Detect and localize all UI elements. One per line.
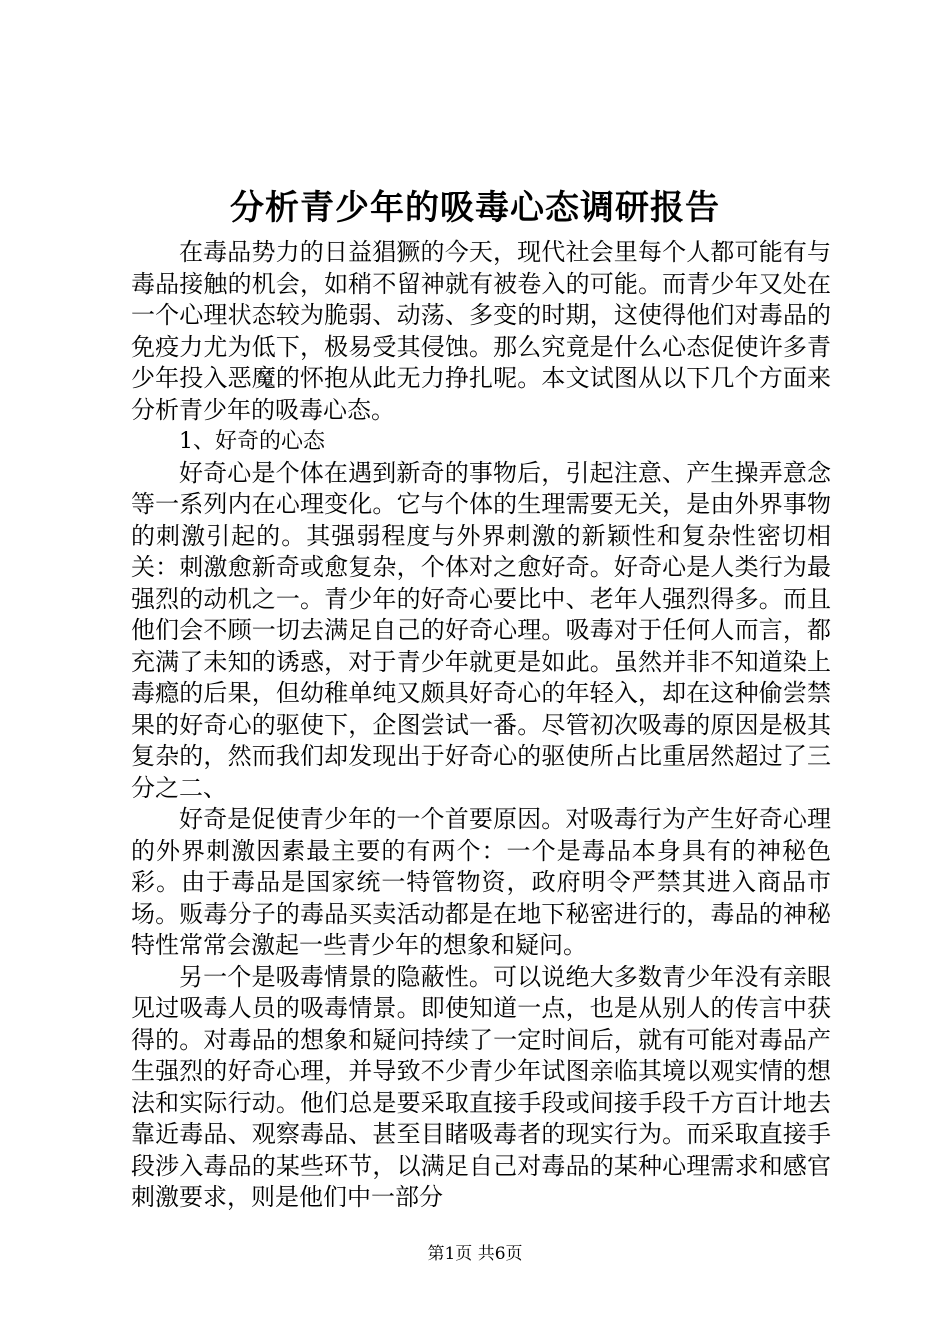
- paragraph-curiosity-factors: 好奇是促使青少年的一个首要原因。对吸毒行为产生好奇心理的外界刺激因素最主要的有两个：一个是毒品本身具有的神秘色彩。由于毒品是国家统一特管物资，政府明令严禁其进入商品市场。贩毒分子的毒品买卖活动都是在地下秘密进行的，毒品的神秘特性常常会激起一些青少年的想象和疑问。: [131, 805, 831, 959]
- paragraph-concealment: 另一个是吸毒情景的隐蔽性。可以说绝大多数青少年没有亲眼见过吸毒人员的吸毒情景。即使知道一点，也是从别人的传言中获得的。对毒品的想象和疑问持续了一定时间后，就有可能对毒品产生强烈的好奇心理，并导致不少青少年试图亲临其境以观实情的想法和实际行动。他们总是要采取直接手段或间接手段千方百计地去靠近毒品、观察毒品、甚至目睹吸毒者的现实行为。而采取直接手段涉入毒品的某些环节，以满足自己对毒品的某种心理需求和感官刺激要求，则是他们中一部分: [131, 962, 831, 1211]
- document-title: 分析青少年的吸毒心态调研报告: [230, 188, 720, 228]
- paragraph-intro: 在毒品势力的日益猖獗的今天，现代社会里每个人都可能有与毒品接触的机会，如稍不留神就有被卷入的可能。而青少年又处在一个心理状态较为脆弱、动荡、多变的时期，这使得他们对毒品的免疫力尤为低下，极易受其侵蚀。那么究竟是什么心态促使许多青少年投入恶魔的怀抱从此无力挣扎呢。本文试图从以下几个方面来分析青少年的吸毒心态。: [131, 238, 831, 424]
- paragraph-curiosity-definition: 好奇心是个体在遇到新奇的事物后，引起注意、产生操弄意念等一系列内在心理变化。它与个体的生理需要无关，是由外界事物的刺激引起的。其强弱程度与外界刺激的新颖性和复杂性密切相关：刺激愈新奇或愈复杂，个体对之愈好奇。好奇心是人类行为最强烈的动机之一。青少年的好奇心要比中、老年人强烈得多。而且他们会不顾一切去满足自己的好奇心理。吸毒对于任何人而言，都充满了未知的诱惑，对于青少年就更是如此。虽然并非不知道染上毒瘾的后果，但幼稚单纯又颇具好奇心的年轻入，却在这种偷尝禁果的好奇心的驱使下，企图尝试一番。尽管初次吸毒的原因是极其复杂的，然而我们却发现出于好奇心的驱使所占比重居然超过了三分之二、: [131, 458, 831, 802]
- page-footer: 第1页 共6页: [427, 1244, 523, 1264]
- document-body: [131, 237, 831, 1214]
- section-heading: 1、好奇的心态: [179, 429, 325, 454]
